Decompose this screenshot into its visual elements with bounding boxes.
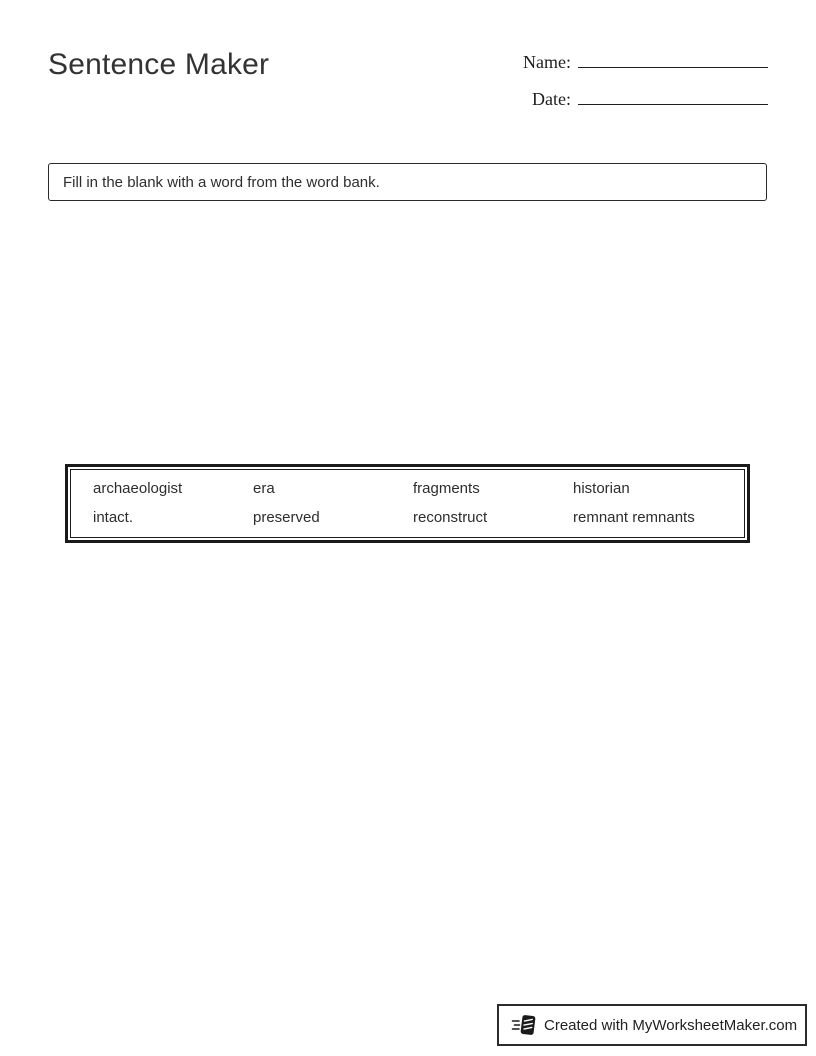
word-bank-word: fragments bbox=[413, 480, 480, 497]
name-row bbox=[518, 52, 768, 73]
word-bank-word: reconstruct bbox=[413, 509, 488, 526]
name-label: Name: bbox=[523, 52, 571, 72]
word-bank bbox=[65, 464, 750, 543]
footer-credit-text: Created with MyWorksheetMaker.com bbox=[544, 1016, 798, 1034]
word-bank-word: remnant remnants bbox=[573, 509, 695, 526]
word-bank-word: archaeologist bbox=[93, 480, 183, 497]
flying-worksheet-icon bbox=[511, 1012, 537, 1038]
date-label: Date: bbox=[532, 89, 571, 109]
word-bank-word: era bbox=[253, 480, 275, 497]
instruction-box bbox=[48, 163, 767, 201]
word-bank-word: intact. bbox=[93, 509, 134, 526]
word-bank-inner-border bbox=[70, 469, 745, 538]
footer-credit-badge bbox=[497, 1004, 807, 1046]
date-row bbox=[518, 89, 768, 110]
date-blank-line bbox=[578, 90, 768, 105]
name-date-block bbox=[518, 52, 768, 126]
name-blank-line bbox=[578, 53, 768, 68]
page-title: Sentence Maker bbox=[48, 48, 270, 81]
word-bank-grid bbox=[93, 479, 744, 528]
instruction-text: Fill in the blank with a word from the word bank. bbox=[63, 173, 380, 191]
word-bank-word: historian bbox=[573, 480, 630, 497]
word-bank-word: preserved bbox=[253, 509, 320, 526]
